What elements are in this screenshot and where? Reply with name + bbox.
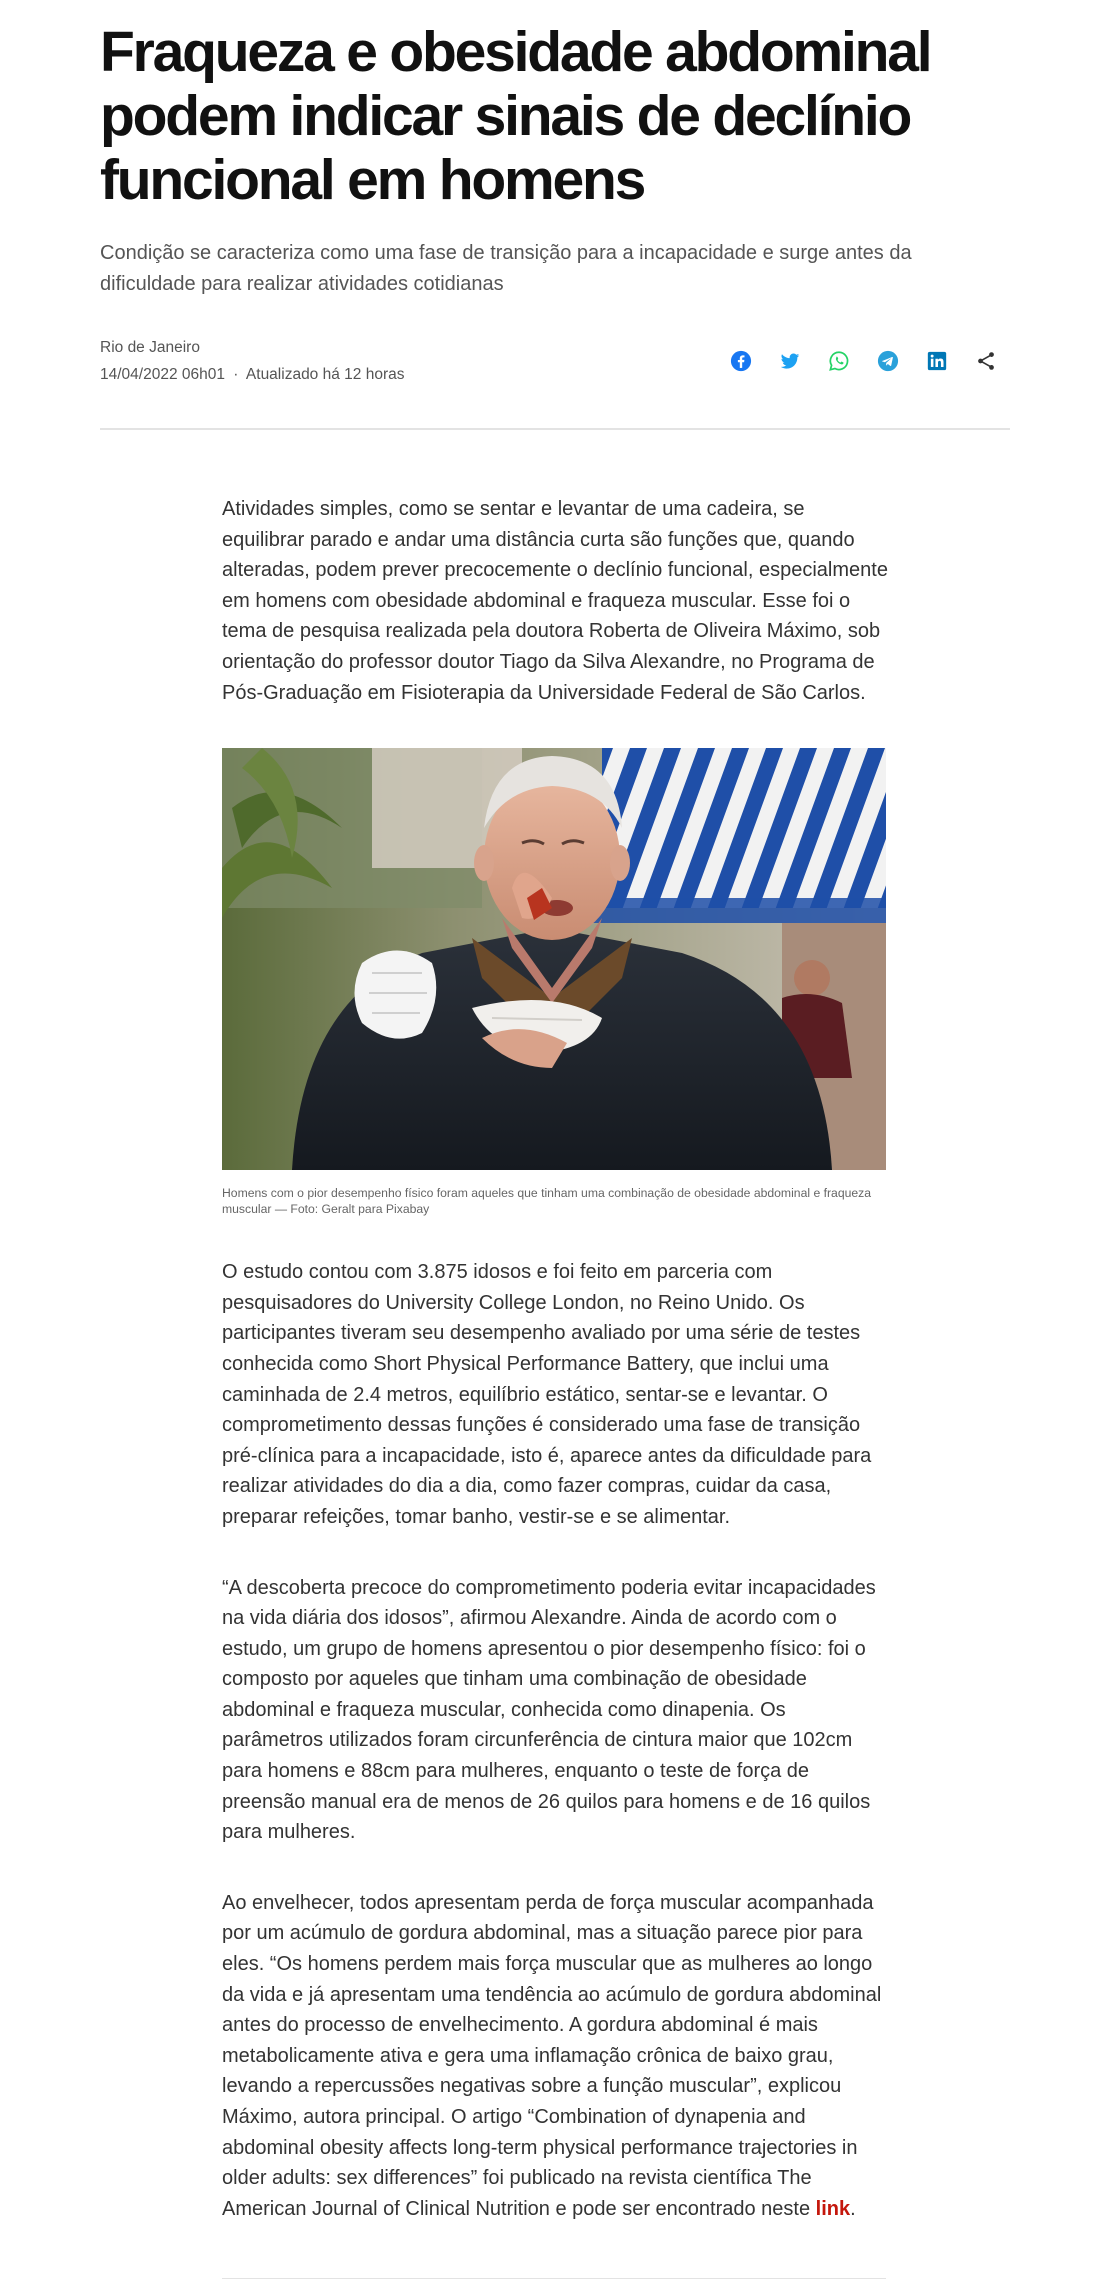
paragraph-4-end: . [850,2197,856,2220]
article-figure [222,748,890,1217]
footer-divider [222,2278,886,2279]
paragraph-4-text: Ao envelhecer, todos apresentam perda de força muscular acompanhada por um acúmulo de gordura abdominal, mas a situação parece pior para eles. “Os homens perdem mais força muscular que as mulheres ao longo da vida e já apresentam uma tendência ao acúmulo de gordura abdominal antes do processo de envelhecimento. A gordura abdominal é mais metabolicamente ativa e gera uma inflamação crônica de baixo grau, levando a repercussões negativas sobre a função muscular”, explicou Máximo, autora principal. O artigo “Combination of dynapenia and abdominal obesity affects long-term physical performance trajectories in older adults: sex differences” foi publicado na revista científica The American Journal of Clinical Nutrition e pode ser encontrado neste [222,1891,882,2220]
header-divider [100,428,1010,430]
article-title: Fraqueza e obesidade abdominal podem indicar sinais de declínio funcional em homens [100,20,931,212]
facebook-icon[interactable] [728,348,754,374]
article-photo [222,748,886,1170]
share-icon[interactable] [973,348,999,374]
whatsapp-icon[interactable] [826,348,852,374]
article-body [222,494,890,2224]
paragraph-2: O estudo contou com 3.875 idosos e foi feito em parceria com pesquisadores do University College London, no Reino Unido. Os participantes tiveram seu desempenho avaliado por uma série de testes conhecida como Short Physical Performance Battery, que inclui uma caminhada de 2.4 metros, equilíbrio estático, sentar-se e levantar. O comprometimento dessas funções é considerado uma fase de transição pré-clínica para a incapacidade, isto é, aparece antes da dificuldade para realizar atividades do dia a dia, como fazer compras, cuidar da casa, preparar refeições, tomar banho, vestir-se e se alimentar. [222,1261,872,1528]
share-bar [728,346,999,376]
photo-caption: Homens com o pior desempenho físico foram aqueles que tinham uma combinação de obesidade abdominal e fraqueza muscular — Foto: Geralt para Pixabay [222,1186,872,1217]
updated-time: Atualizado há 12 horas [245,366,405,383]
paragraph-4 [222,1888,890,2225]
article-link[interactable]: link [815,2197,851,2220]
article-dates [100,361,404,388]
article-header [100,20,1010,300]
article-meta [100,334,404,388]
published-date: 14/04/2022 06h01 [100,366,225,383]
paragraph-3: “A descoberta precoce do comprometimento poderia evitar incapacidades na vida diária dos idosos”, afirmou Alexandre. Ainda de acordo com o estudo, um grupo de homens apresentou o pior desempenho físico: foi o composto por aqueles que tinham uma combinação de obesidade abdominal e fraqueza muscular, conhecida como dinapenia. Os parâmetros utilizados foram circunferência de cintura maior que 102cm para homens e 88cm para mulheres, enquanto o teste de força de preensão manual era de menos de 26 quilos para homens e de 16 quilos para mulheres. [222,1576,876,1844]
linkedin-icon[interactable] [924,348,950,374]
article-subtitle: Condição se caracteriza como uma fase de transição para a incapacidade e surge antes da dificuldade para realizar atividades cotidianas [100,242,912,295]
paragraph-1: Atividades simples, como se sentar e levantar de uma cadeira, se equilibrar parado e andar uma distância curta são funções que, quando alteradas, podem prever precocemente o declínio funcional, especialmente em homens com obesidade abdominal e fraqueza muscular. Esse foi o tema de pesquisa realizada pela doutora Roberta de Oliveira Máximo, sob orientação do professor doutor Tiago da Silva Alexandre, no Programa de Pós-Graduação em Fisioterapia da Universidade Federal de São Carlos. [222,498,888,704]
twitter-icon[interactable] [777,348,803,374]
telegram-icon[interactable] [875,348,901,374]
meta-separator: · [233,366,239,383]
article-location: Rio de Janeiro [100,339,200,356]
